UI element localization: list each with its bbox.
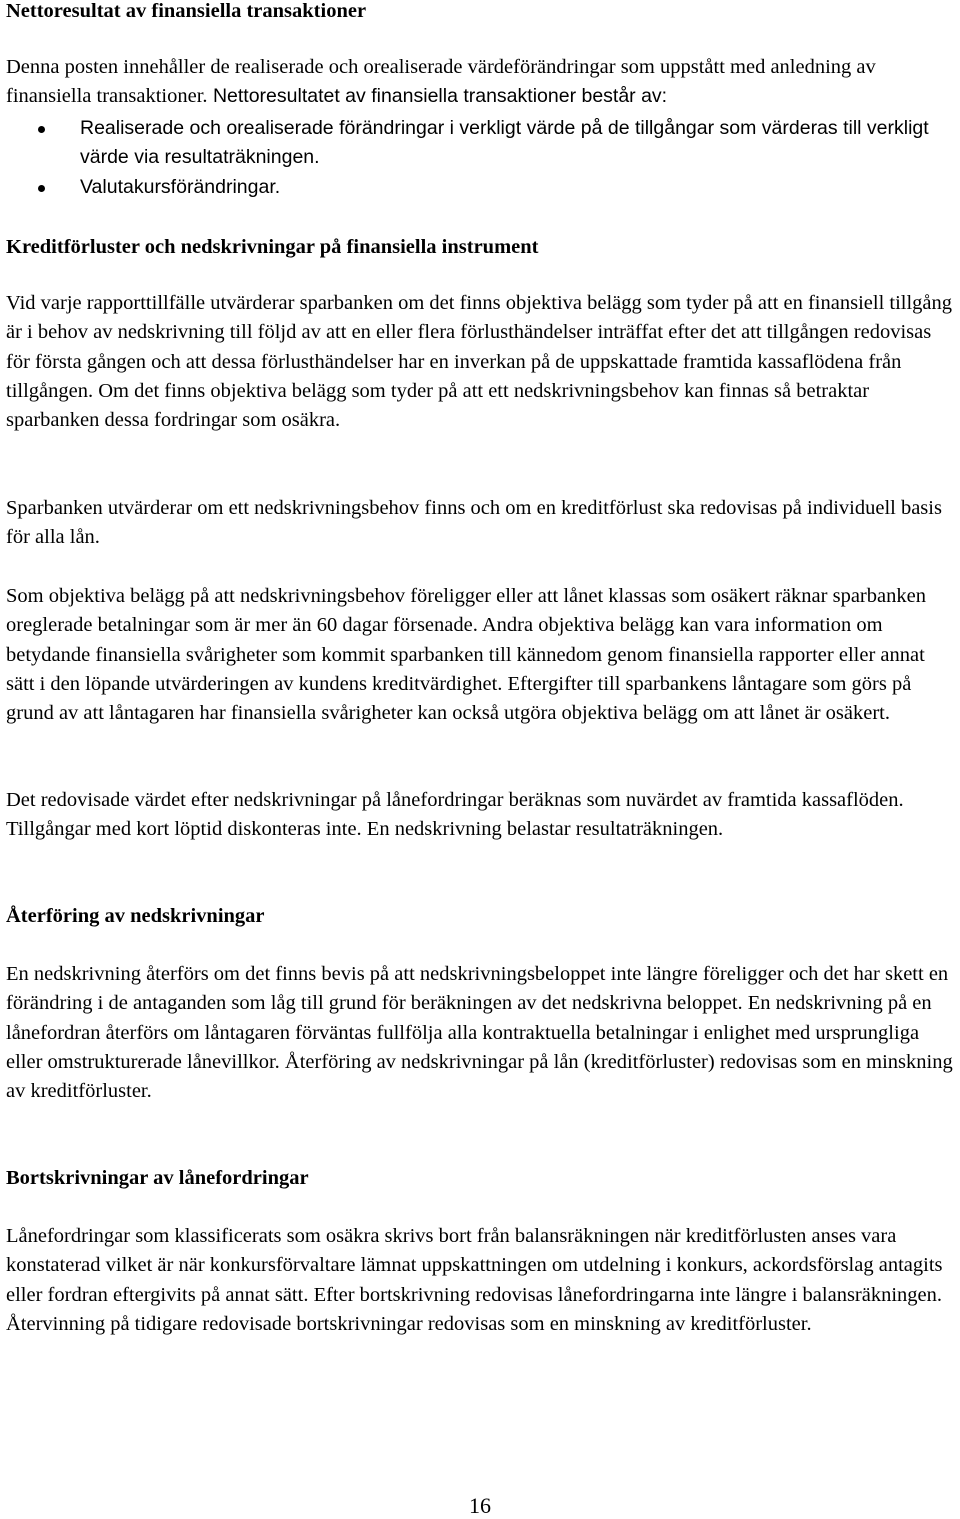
paragraph-kreditforluster-1: Vid varje rapporttillfälle utvärderar sparbanken om det finns objektiva belägg som tyder på att en finansiell tillgång är i behov av nedskrivning till följd av att en eller flera förlusthändelser inträffat efter det att tillgången redovisas för första gången och att dessa förlusthändelser har en inverkan på de uppskattade framtida kassaflödena från tillgången. Om det finns objektiva belägg som tyder på att ett nedskrivningsbehov kan finnas så betraktar sparbanken dessa fordringar som osäkra. [6, 292, 953, 432]
paragraph-kreditforluster-3: Som objektiva belägg på att nedskrivningsbehov föreligger eller att lånet klassas som osäkert räknar sparbanken oreglerade betalningar som är mer än 60 dagar försenade. Andra objektiva belägg kan vara information om betydande finansiella svårigheter som kommit sparbanken till kännedom genom finansiella rapporter eller annat sätt i den löpande utvärderingen av kundens kreditvärdighet. Eftergifter till sparbankens låntagare som görs på grund av att låntagaren har finansiella svårigheter kan också utgöra objektiva belägg om att lånet är osäkert. [6, 585, 926, 725]
bullet-list [6, 114, 956, 202]
list-item [6, 173, 956, 202]
bullet-icon [38, 185, 45, 192]
list-item [6, 114, 956, 173]
heading-bortskrivningar: Bortskrivningar av lånefordringar [6, 1167, 309, 1189]
heading-aterforing: Återföring av nedskrivningar [6, 905, 265, 927]
paragraph-aterforing: En nedskrivning återförs om det finns bevis på att nedskrivningsbeloppet inte längre föreligger och det har skett en förändring i de antaganden som låg till grund för beräkningen av det nedskrivna beloppet. En nedskrivning på en lånefordran återförs om låntagaren förväntas fullfölja alla kontraktuella betalningar i enlighet med ursprungliga eller omstrukturerade lånevillkor. Återföring av nedskrivningar på lån (kreditförluster) redovisas som en minskning av kreditförluster. [6, 963, 953, 1103]
intro-text-sans: Nettoresultatet av finansiella transaktioner består av: [207, 85, 668, 108]
heading-kreditforluster: Kreditförluster och nedskrivningar på finansiella instrument [6, 236, 539, 258]
bullet-text: Realiserade och orealiserade förändringar i verkligt värde på de tillgångar som värderas till verkligt värde via resultaträkningen. [80, 117, 929, 169]
bullet-icon [38, 126, 45, 133]
bullet-text: Valutakursförändringar. [80, 175, 281, 198]
paragraph-nettoresultat-intro [6, 53, 956, 112]
heading-nettoresultat: Nettoresultat av finansiella transaktioner [6, 0, 367, 22]
page-number: 16 [469, 1493, 491, 1518]
paragraph-kreditforluster-2: Sparbanken utvärderar om ett nedskrivningsbehov finns och om en kreditförlust ska redovisas på individuell basis för alla lån. [6, 497, 942, 549]
paragraph-bortskrivningar: Lånefordringar som klassificerats som osäkra skrivs bort från balansräkningen när kreditförlusten anses vara konstaterad vilket är när konkursförvaltare lämnat uppskattningen om utdelning i konkurs, ackordsförslag antagits eller fordran eftergivits på annat sätt. Efter bortskrivning redovisas lånefordringarna inte längre i balansräkningen. Återvinning på tidigare redovisade bortskrivningar redovisas som en minskning av kreditförluster. [6, 1225, 943, 1335]
intro-text-serif: Denna posten innehåller de realiserade och orealiserade värdeförändringar som uppstått med anledning av finansiella transaktioner. [6, 56, 876, 108]
paragraph-kreditforluster-4: Det redovisade värdet efter nedskrivningar på lånefordringar beräknas som nuvärdet av framtida kassaflöden. Tillgångar med kort löptid diskonteras inte. En nedskrivning belastar resultaträkningen. [6, 789, 904, 841]
